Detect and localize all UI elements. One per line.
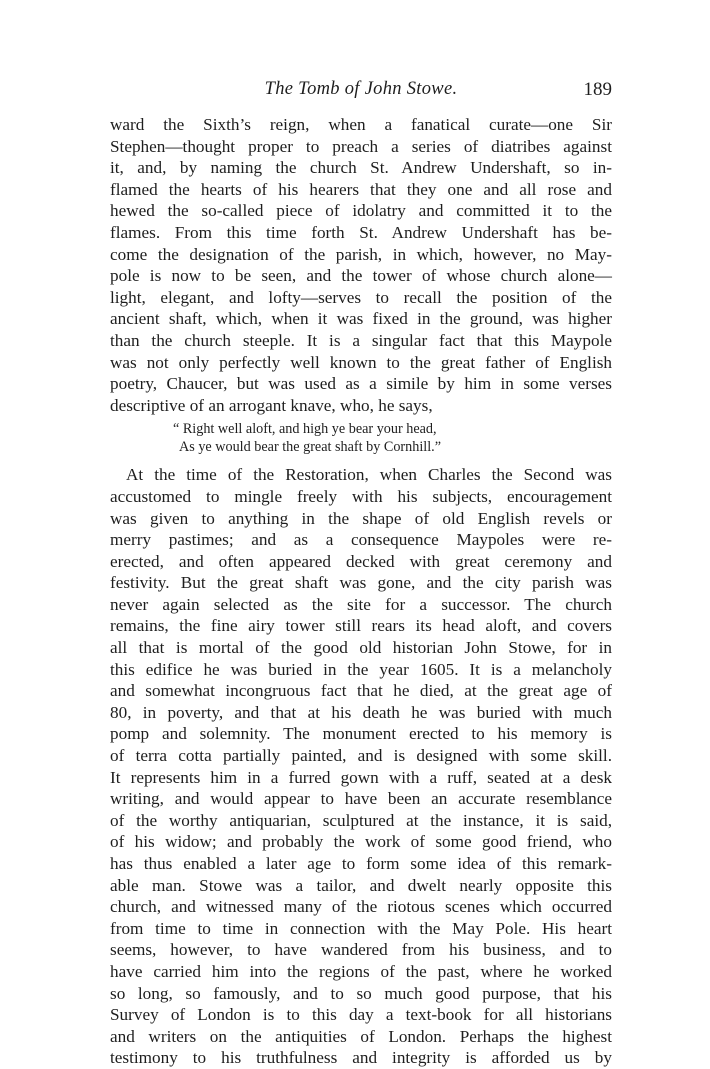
- text-line: from time to time in connection with the May Pole. His heart: [110, 918, 612, 938]
- text-line: erected, and often appeared decked with great ceremony and: [110, 551, 612, 571]
- text-line: all that is mortal of the good old historian John Stowe, for in: [110, 638, 612, 658]
- text-line: accustomed to mingle freely with his subjects, encouragement: [110, 486, 612, 506]
- text-line: of his widow; and probably the work of some good friend, who: [110, 832, 612, 852]
- paragraph-2: [110, 464, 612, 1069]
- text-line: flamed the hearts of his hearers that they one and all rose and: [110, 179, 612, 199]
- paragraph-1: [110, 114, 612, 416]
- running-title: The Tomb of John Stowe.: [264, 79, 458, 99]
- text-line: merry pastimes; and as a consequence Maypoles were re-: [110, 530, 612, 550]
- verse-quotation: [110, 420, 612, 456]
- verse-line: As ye would bear the great shaft by Cornhill.”: [179, 439, 442, 456]
- text-line: able man. Stowe was a tailor, and dwelt nearly opposite this: [110, 875, 612, 895]
- text-line: it, and, by naming the church St. Andrew Undershaft, so in-: [110, 158, 612, 178]
- text-line: It represents him in a furred gown with a ruff, seated at a desk: [110, 767, 612, 787]
- text-line: this edifice he was buried in the year 1605. It is a melancholy: [110, 659, 612, 679]
- text-line: so long, so famously, and to so much good purpose, that his: [110, 983, 612, 1003]
- text-line: remains, the fine airy tower still rears its head aloft, and covers: [110, 616, 612, 636]
- text-line: was not only perfectly well known to the great father of English: [110, 352, 612, 372]
- text-line: church, and witnessed many of the riotous scenes which occurred: [110, 897, 612, 917]
- text-line: festivity. But the great shaft was gone, and the city parish was: [110, 573, 612, 593]
- text-line: seems, however, to have wandered from his business, and to: [110, 940, 612, 960]
- text-line: pole is now to be seen, and the tower of whose church alone—: [110, 266, 612, 286]
- text-line: light, elegant, and lofty—serves to recall the position of the: [110, 287, 612, 307]
- text-line: has thus enabled a later age to form some idea of this remark-: [110, 854, 612, 873]
- text-line: flames. From this time forth St. Andrew Undershaft has be-: [110, 222, 612, 242]
- text-line: ancient shaft, which, when it was fixed in the ground, was higher: [110, 309, 612, 329]
- verse-line: “ Right well aloft, and high ye bear your head,: [173, 421, 437, 438]
- text-line: 80, in poverty, and that at his death he was buried with much: [110, 702, 612, 722]
- text-line: have carried him into the regions of the past, where he worked: [110, 961, 612, 981]
- page-number: 189: [583, 79, 612, 100]
- text-line: descriptive of an arrogant knave, who, he says,: [110, 395, 433, 415]
- text-line: testimony to his truthfulness and integrity is afforded us by: [110, 1048, 612, 1068]
- running-header: [110, 79, 612, 105]
- text-line: and writers on the antiquities of London. Perhaps the highest: [110, 1026, 612, 1046]
- text-line: was given to anything in the shape of old English revels or: [110, 508, 612, 528]
- text-line: writing, and would appear to have been an accurate resemblance: [110, 789, 612, 809]
- text-line: than the church steeple. It is a singular fact that this Maypole: [110, 330, 612, 350]
- text-line: pomp and solemnity. The monument erected to his memory is: [110, 724, 612, 744]
- text-line: come the designation of the parish, in which, however, no May-: [110, 244, 612, 264]
- body-text: [110, 114, 612, 1069]
- text-line: of the worthy antiquarian, sculptured at the instance, it is said,: [110, 810, 612, 830]
- text-line: ward the Sixth’s reign, when a fanatical curate—one Sir: [110, 115, 612, 134]
- text-line: poetry, Chaucer, but was used as a simile by him in some verses: [110, 374, 612, 394]
- text-line: At the time of the Restoration, when Charles the Second was: [126, 465, 612, 485]
- text-line: Stephen—thought proper to preach a series of diatribes against: [110, 136, 612, 156]
- text-line: of terra cotta partially painted, and is designed with some skill.: [110, 746, 612, 766]
- text-line: never again selected as the site for a successor. The church: [110, 594, 612, 614]
- text-line: Survey of London is to this day a text-book for all historians: [110, 1005, 612, 1025]
- text-line: and somewhat incongruous fact that he died, at the great age of: [110, 681, 612, 701]
- text-line: hewed the so-called piece of idolatry and committed it to the: [110, 201, 612, 221]
